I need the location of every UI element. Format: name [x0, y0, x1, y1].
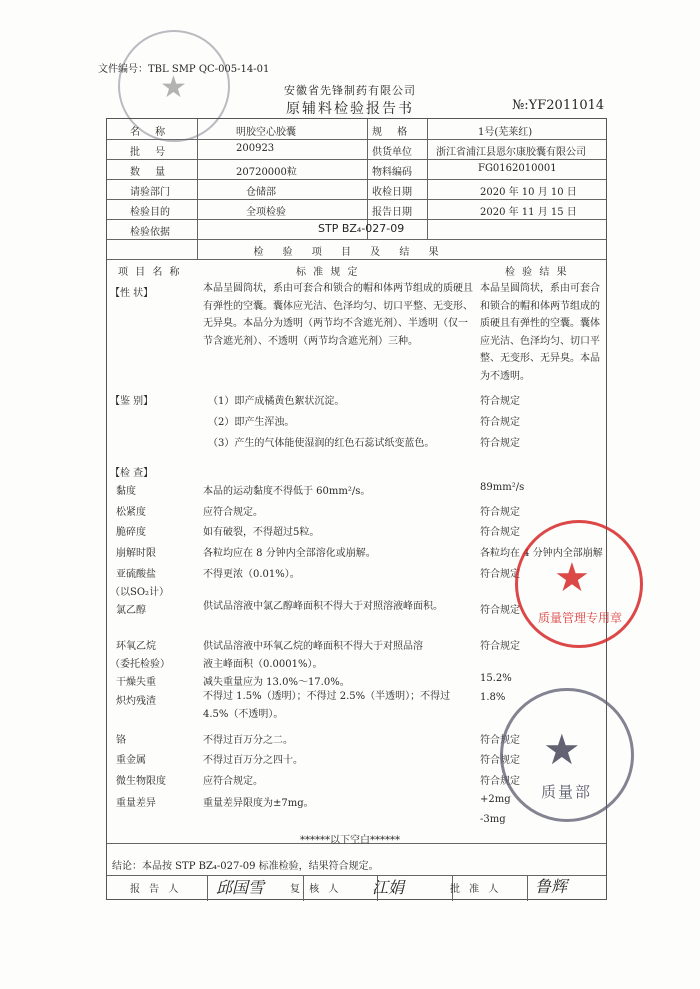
- column-header-result: 检 验 结 果: [505, 267, 569, 278]
- row-item: 【鉴 别】: [110, 396, 154, 407]
- basis-label: 检验依据: [130, 227, 170, 238]
- row-item: 干燥失重: [116, 677, 156, 688]
- row-item: 重量差异: [116, 798, 156, 809]
- document-number: 文件编号：TBL SMP QC-005-14-01: [98, 64, 270, 75]
- row-standard: （3）产生的气体能使湿润的红色石蕊试纸变蓝色。: [208, 438, 435, 449]
- reporter-signature: 邱国雪: [216, 878, 265, 897]
- row-result: 符合规定: [480, 507, 520, 518]
- receive-date-label: 收检日期: [372, 187, 412, 198]
- quantity-value: 20720000粒: [236, 167, 297, 178]
- row-standard: 液主峰面积（0.0001%）。: [203, 659, 323, 670]
- material-code-label: 物料编码: [372, 167, 412, 178]
- row-result: 89mm²/s: [480, 482, 525, 493]
- approver-label: 批 准 人: [450, 884, 502, 895]
- row-standard: 不得过百万分之四十。: [203, 755, 303, 766]
- row-standard: （1）即产成橘黄色絮状沉淀。: [208, 396, 345, 407]
- row-standard: 各粒均应在 8 分钟内全部溶化或崩解。: [203, 548, 376, 559]
- row-item: （委托检验）: [110, 659, 170, 670]
- row-standard: 不得过百万分之二。: [203, 735, 293, 746]
- supplier-value: 浙江省浦江县恩尔康胶囊有限公司: [436, 147, 586, 158]
- receive-date-value: 2020 年 10 月 10 日: [480, 187, 577, 198]
- row-standard: 应符合规定。: [203, 507, 263, 518]
- basis-value: STP BZ₄-027-09: [318, 222, 405, 235]
- row-result: 符合规定: [480, 527, 520, 538]
- name-label: 名 称: [130, 127, 172, 138]
- row-result: 1.8%: [480, 692, 506, 703]
- purpose-label: 检验目的: [130, 207, 170, 218]
- conclusion: 结论：本品按 STP BZ₄-027-09 标准检验，结果符合规定。: [112, 861, 379, 872]
- reporter-label: 报 告 人: [130, 884, 182, 895]
- row-result: -3mg: [480, 814, 506, 825]
- row-standard: 应符合规定。: [203, 776, 263, 787]
- reviewer-label: 复 核 人: [290, 884, 342, 895]
- name-value: 明胶空心胶囊: [236, 127, 296, 138]
- row-standard: 减失重量应为 13.0%～17.0%。: [203, 677, 350, 688]
- row-standard: 不得过 1.5%（透明）；不得过 2.5%（半透明）；不得过 4.5%（不透明）。: [203, 691, 451, 720]
- row-result: 符合规定: [480, 569, 520, 580]
- top-left-stamp: ★: [118, 30, 230, 142]
- row-standard: （2）即产生浑浊。: [208, 417, 295, 428]
- row-standard: 本品呈圆筒状，系由可套合和锁合的帽和体两节组成的质硬且有弹性的空囊。囊体应光洁、色泽均匀、切口平整、无变形、无异臭。本品分为透明（两节均不含遮光剂）、半透明（仅一节含遮光剂）、不透明（两节均含遮光剂）三种。: [203, 283, 473, 347]
- row-item: 重金属: [116, 755, 146, 766]
- approver-signature: 鲁辉: [535, 877, 568, 896]
- batch-label: 批 号: [130, 147, 172, 158]
- row-standard: 重量差异限度为±7mg。: [203, 798, 314, 809]
- column-header-item: 项 目 名 称: [118, 267, 182, 278]
- reviewer-signature: 江娟: [372, 878, 405, 897]
- row-result: 15.2%: [480, 673, 512, 684]
- quality-department-stamp: ★ 质量部: [500, 688, 634, 822]
- dept-value: 仓储部: [246, 187, 276, 198]
- row-item: （以SO₂计）: [110, 587, 170, 598]
- spec-value: 1号(芜莱红): [478, 127, 533, 138]
- row-item: 黏度: [116, 486, 136, 497]
- row-item: 微生物限度: [116, 776, 166, 787]
- column-header-standard: 标 准 规 定: [296, 267, 360, 278]
- company-name: 安徽省先锋制药有限公司: [284, 84, 416, 97]
- row-item: 【检 查】: [110, 468, 154, 479]
- row-item: 崩解时限: [116, 548, 156, 559]
- row-result: 符合规定: [480, 396, 520, 407]
- purpose-value: 全项检验: [246, 207, 286, 218]
- row-result: 符合规定: [480, 755, 520, 766]
- row-standard: 供试品溶液中环氧乙烷的峰面积不得大于对照品溶: [203, 641, 423, 652]
- row-item: 铬: [116, 735, 126, 746]
- row-result: 符合规定: [480, 417, 520, 428]
- spec-label: 规 格: [372, 127, 414, 138]
- report-date-value: 2020 年 11 月 15 日: [480, 207, 577, 218]
- section-title: 检 验 项 目 及 结 果: [253, 247, 447, 258]
- row-item: 【性 状】: [110, 288, 154, 299]
- row-item: 亚硫酸盐: [116, 569, 156, 580]
- row-result: 各粒均在 4 分钟内全部崩解: [480, 548, 603, 559]
- row-result: 符合规定: [480, 735, 520, 746]
- row-standard: 供试品溶液中氯乙醇峰面积不得大于对照溶液峰面积。: [203, 601, 443, 612]
- row-result: +2mg: [480, 794, 511, 805]
- report-date-label: 报告日期: [372, 207, 412, 218]
- row-standard: 如有破裂，不得超过5粒。: [203, 527, 320, 538]
- row-item: 松紧度: [116, 507, 146, 518]
- quality-management-stamp: ★ 质量管理专用章: [515, 520, 643, 648]
- row-item: 环氧乙烷: [116, 641, 156, 652]
- report-title: 原辅料检验报告书: [286, 101, 414, 117]
- row-standard: 不得更浓（0.01%）。: [203, 569, 300, 580]
- row-standard: 本品的运动黏度不得低于 60mm²/s。: [203, 486, 371, 497]
- supplier-label: 供货单位: [372, 147, 412, 158]
- batch-value: 200923: [236, 143, 275, 154]
- report-number: №:YF2011014: [512, 98, 605, 113]
- blank-note: ******以下空白******: [300, 835, 400, 846]
- row-result: 本品呈圆筒状，系由可套合和锁合的帽和体两节组成的质硬且有弹性的空囊。囊体应光洁、色泽均匀、切口平整、无变形、无异臭。本品为不透明。: [480, 283, 600, 382]
- row-item: 炽灼残渣: [116, 696, 156, 707]
- row-result: 符合规定: [480, 776, 520, 787]
- row-result: 符合规定: [480, 438, 520, 449]
- dept-label: 请验部门: [130, 187, 170, 198]
- row-item: 氯乙醇: [116, 605, 146, 616]
- material-code-value: FG0162010001: [478, 163, 557, 174]
- row-item: 脆碎度: [116, 527, 146, 538]
- row-result: 符合规定: [480, 605, 520, 616]
- quantity-label: 数 量: [130, 167, 172, 178]
- row-result: 符合规定: [480, 641, 520, 652]
